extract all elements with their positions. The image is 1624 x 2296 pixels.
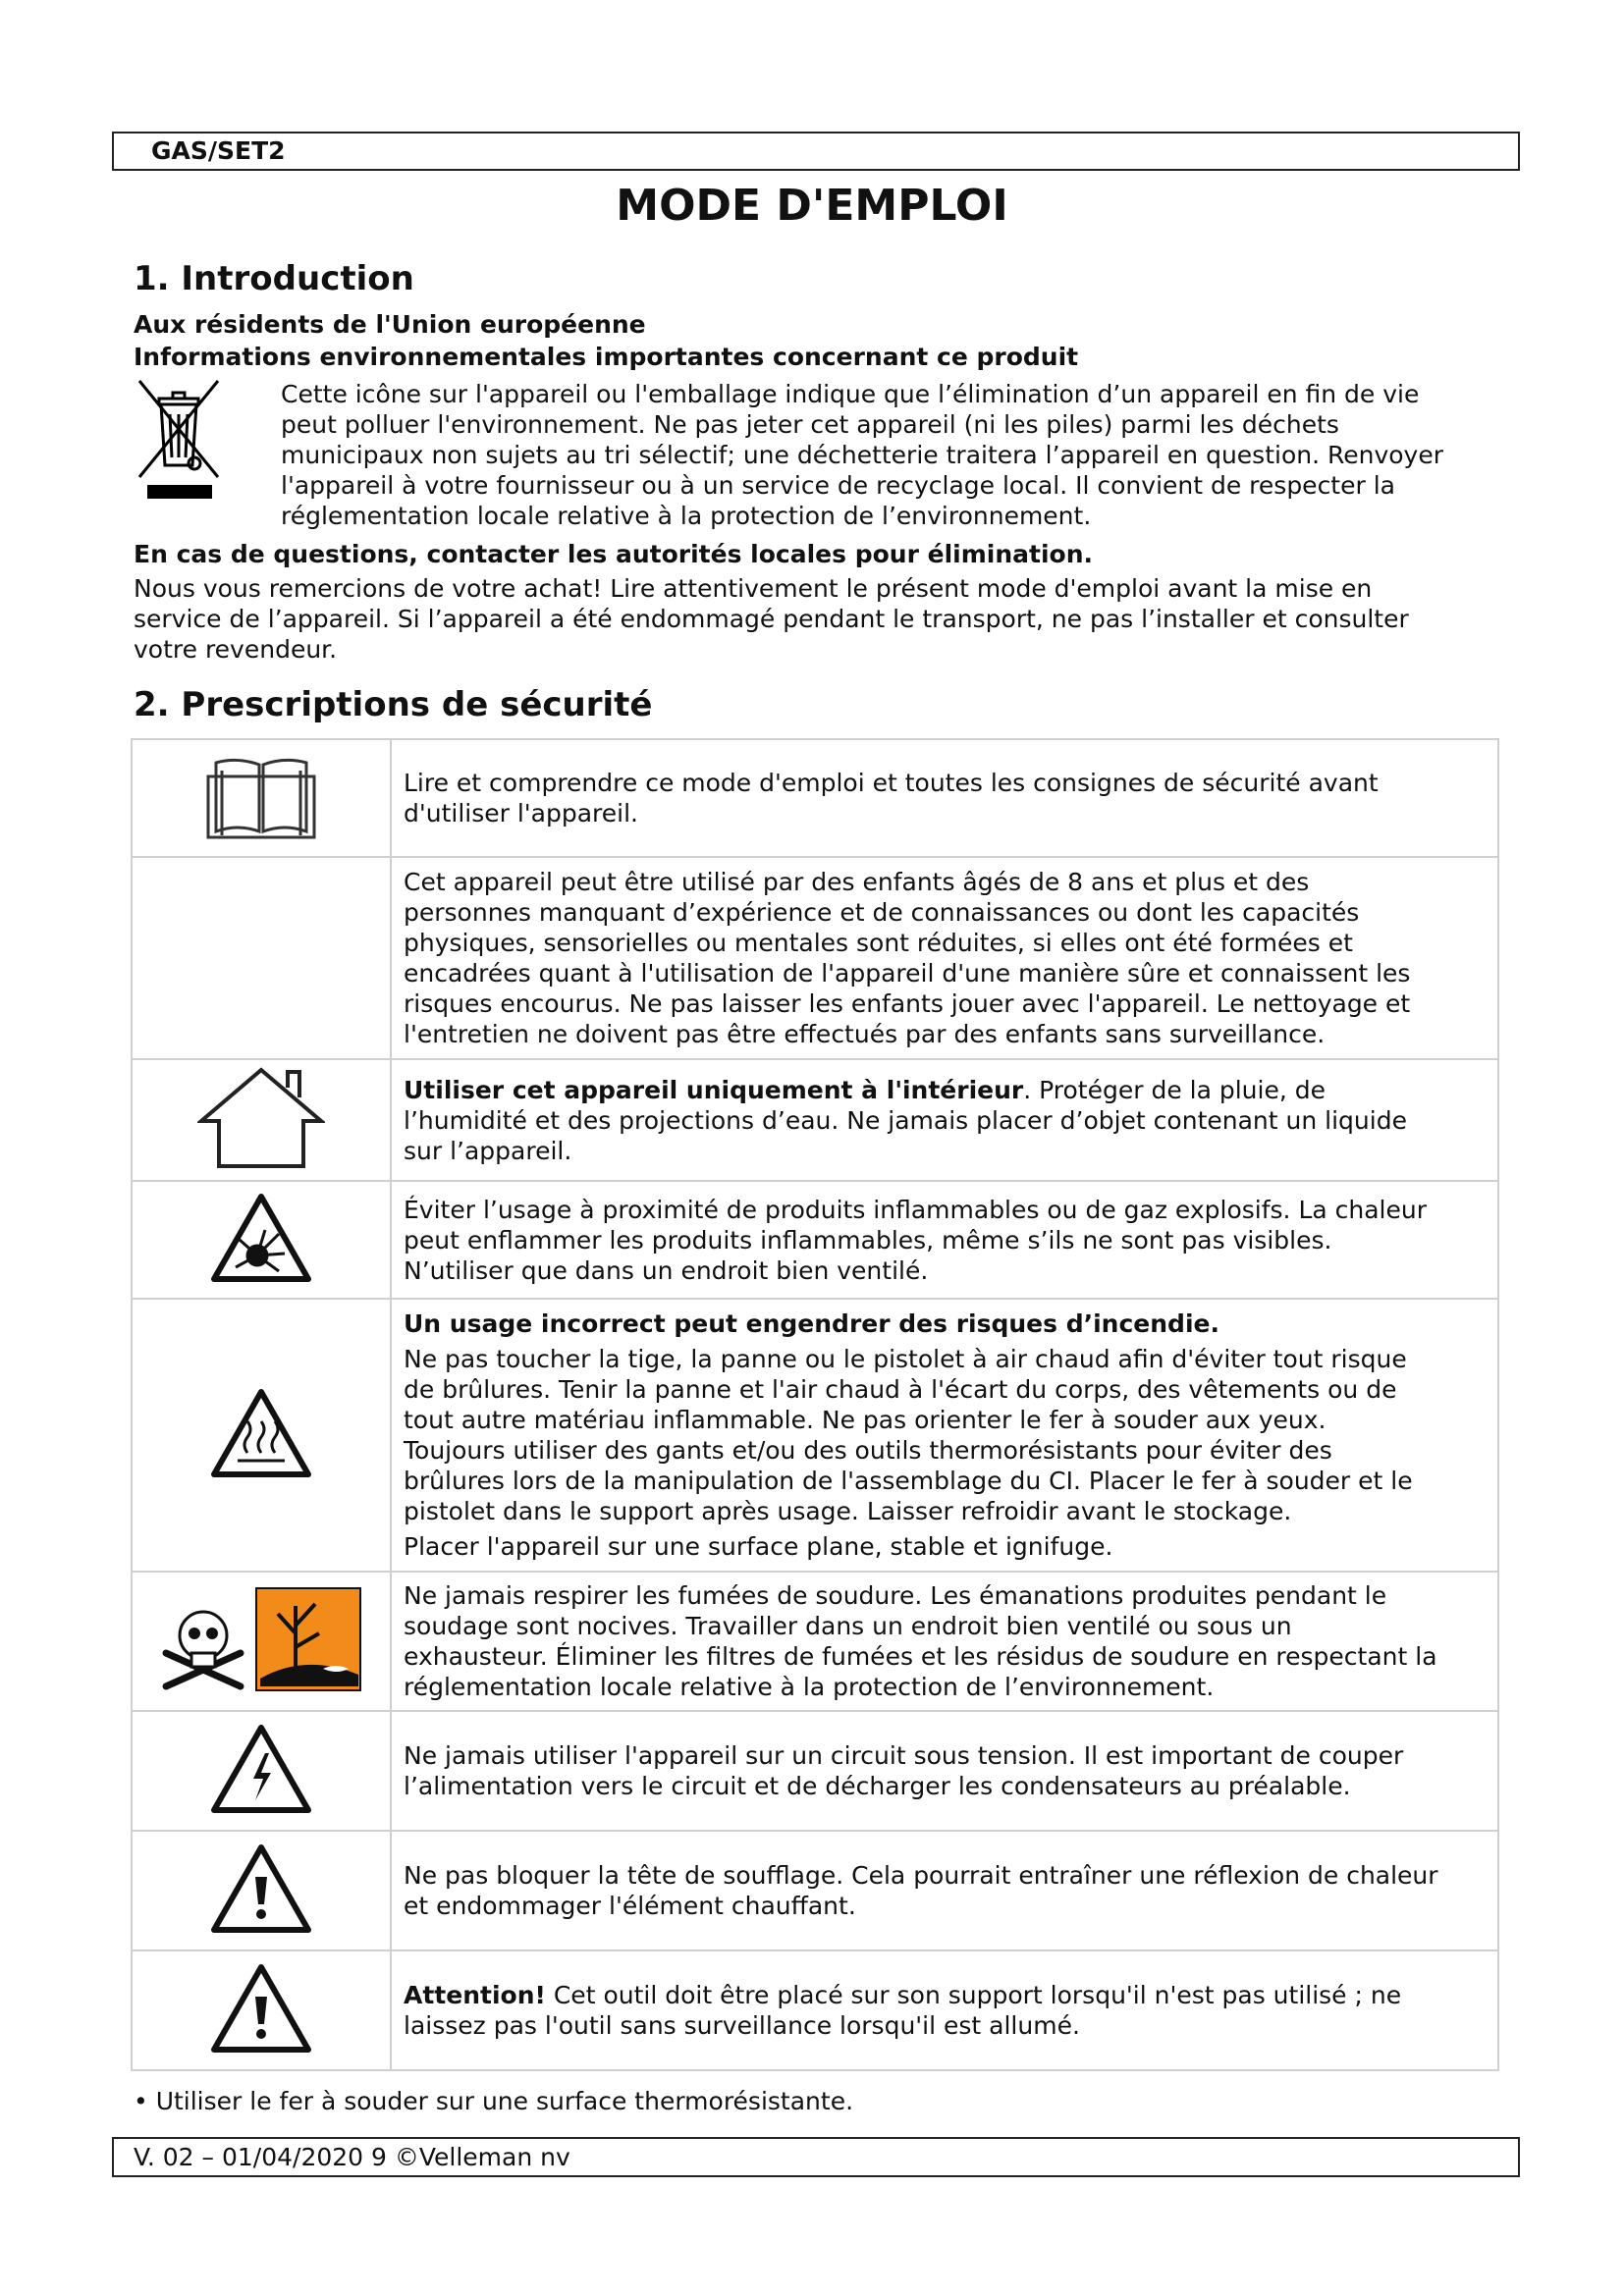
- section-2-heading: 2. Prescriptions de sécurité: [134, 685, 653, 724]
- hot-surface-warning-icon: [210, 1388, 312, 1478]
- safety-row: [132, 1059, 1498, 1181]
- safety-text: Ne pas bloquer la tête de soufflage. Cela pourrait entraîner une réflexion de chaleur et endommager l'élément chauffant.: [391, 1831, 1498, 1950]
- thanks-paragraph: Nous vous remercions de votre achat! Lire attentivement le présent mode d'emploi avant la mise en service de l’appareil. Si l’appareil a été endommagé pendant le transport, ne pas l’installer et consulter votre revendeur.: [134, 574, 1409, 664]
- page-title: MODE D'EMPLOI: [616, 181, 1008, 231]
- section-1-heading: 1. Introduction: [134, 259, 414, 298]
- eu-residents-heading: Aux résidents de l'Union européenne: [134, 310, 646, 339]
- environmental-hazard-icon: [256, 1588, 360, 1690]
- footer-text: V. 02 – 01/04/2020 9 ©Velleman nv: [134, 2143, 570, 2171]
- general-warning-icon: [210, 1843, 312, 1934]
- model-label: GAS/SET2: [151, 136, 286, 165]
- safety-text: Ne jamais utiliser l'appareil sur un circuit sous tension. Il est important de couper l’alimentation vers le circuit et de décharger les condensateurs au préalable.: [391, 1711, 1498, 1831]
- env-info-heading: Informations environnementales importantes concernant ce produit: [134, 343, 1079, 371]
- safety-row: [132, 1711, 1498, 1831]
- questions-notice: En cas de questions, contacter les autorités locales pour élimination.: [134, 540, 1093, 568]
- electrical-hazard-icon: [210, 1724, 312, 1814]
- safety-text: Un usage incorrect peut engendrer des risques d’incendie. Ne pas toucher la tige, la panne ou le pistolet à air chaud afin d'éviter tout risque de brûlures. Tenir la panne et l'air chaud à l'écart du corps, des vêtements ou de tout autre matériau inflammable. Ne pas orienter le fer à souder aux yeux. Toujours utiliser des gants et/ou des outils thermorésistants pour éviter des brûlures lors de la manipulation de l'assemblage du CI. Placer le fer à souder et le pistolet dans le support après usage. Laisser refroidir avant le stockage. Placer l'appareil sur une surface plane, stable et ignifuge.: [391, 1299, 1498, 1572]
- indoor-house-icon: [197, 1064, 325, 1172]
- safety-row: [132, 1572, 1498, 1711]
- safety-row: [132, 1299, 1498, 1572]
- safety-row: [132, 1831, 1498, 1950]
- skull-crossbones-icon: [166, 1612, 241, 1686]
- safety-row: [132, 857, 1498, 1059]
- safety-text: Éviter l’usage à proximité de produits inflammables ou de gaz explosifs. La chaleur peut enflammer les produits inflammables, même s’ils ne sont pas visibles. N’utiliser que dans un endroit bien ventilé.: [391, 1181, 1498, 1299]
- manual-book-icon: [202, 749, 320, 843]
- weee-bin-icon: [137, 379, 220, 499]
- weee-notice: Cette icône sur l'appareil ou l'emballage indique que l’élimination d’un appareil en fin de vie peut polluer l'environnement. Ne pas jeter cet appareil (ni les piles) parmi les déchets municipaux non sujets au tri sélectif; une déchetterie traitera l’appareil en question. Renvoyer l'appareil à votre fournisseur ou à un service de recyclage local. Il convient de respecter la réglementation locale relative à la protection de l’environnement.: [281, 380, 1443, 530]
- safety-text: Cet appareil peut être utilisé par des enfants âgés de 8 ans et plus et des personnes manquant d’expérience et de connaissances ou dont les capacités physiques, sensorielles ou mentales sont réduites, si elles ont été formées et encadrées quant à l'utilisation de l'appareil d'une manière sûre et connaissent les risques encourus. Ne pas laisser les enfants jouer avec l'appareil. Le nettoyage et l'entretien ne doivent pas être effectués par des enfants sans surveillance.: [391, 857, 1498, 1059]
- safety-table: [131, 738, 1499, 2071]
- safety-row: [132, 1181, 1498, 1299]
- safety-text: Ne jamais respirer les fumées de soudure. Les émanations produites pendant le soudage sont nocives. Travailler dans un endroit bien ventilé ou sous un exhausteur. Éliminer les filtres de fumées et les résidus de soudure en respectant la réglementation locale relative à la protection de l’environnement.: [391, 1572, 1498, 1711]
- safety-text: Lire et comprendre ce mode d'emploi et toutes les consignes de sécurité avant d'utiliser l'appareil.: [391, 739, 1498, 857]
- page-header-box: [112, 132, 1520, 171]
- page-footer: [112, 2137, 1520, 2177]
- general-warning-icon: [210, 1963, 312, 2054]
- safety-text: Utiliser cet appareil uniquement à l'intérieur. Protéger de la pluie, de l’humidité et des projections d’eau. Ne jamais placer d’objet contenant un liquide sur l’appareil.: [391, 1059, 1498, 1181]
- safety-row: [132, 739, 1498, 857]
- safety-row: [132, 1950, 1498, 2070]
- toxic-environment-icon: [158, 1584, 364, 1694]
- explosion-warning-icon: [210, 1193, 312, 1283]
- safety-text: Attention! Cet outil doit être placé sur son support lorsqu'il n'est pas utilisé ; ne laissez pas l'outil sans surveillance lorsqu'il est allumé.: [391, 1950, 1498, 2070]
- bullet-note: • Utiliser le fer à souder sur une surface thermorésistante.: [134, 2087, 854, 2115]
